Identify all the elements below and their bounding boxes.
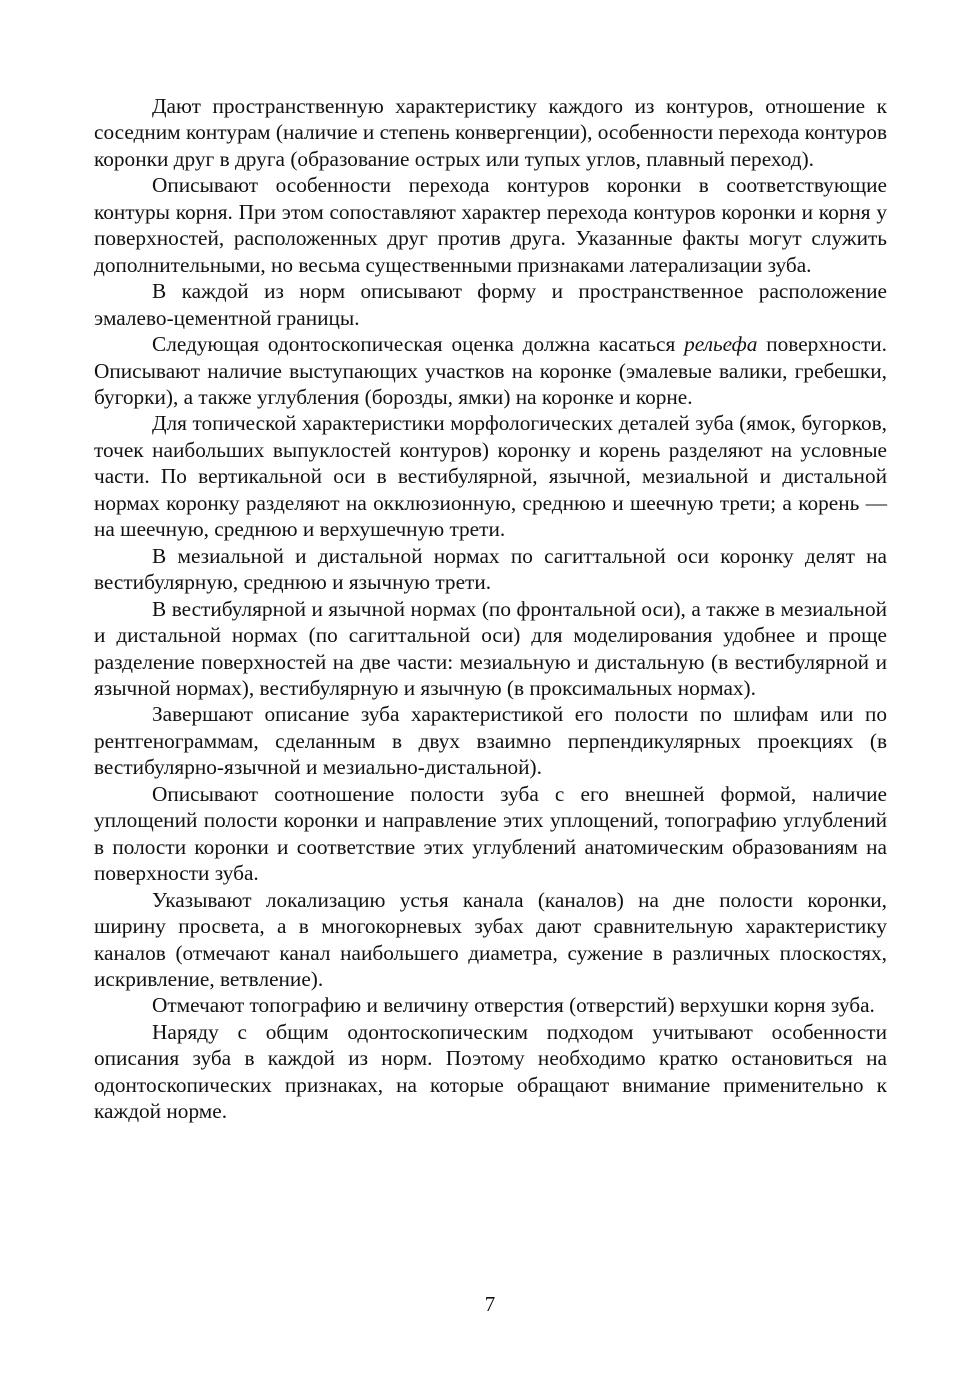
paragraph-9: Описывают соотношение полости зуба с его внешней формой, наличие уплощений полости коронки и направление этих уплощений, топографию углублений в полости коронки и соответствие этих углублений анатомическим образованиям на поверхности зуба. [94, 781, 887, 886]
paragraph-1: Дают пространственную характеристику каждого из контуров, отношение к соседним контурам (наличие и степень конвергенции), особенности перехода контуров коронки друг в друга (образование острых или тупых углов, плавный переход). [94, 94, 887, 171]
paragraph-8: Завершают описание зуба характеристикой его полости по шлифам или по рентгенограммам, сделанным в двух взаимно перпендикулярных проекциях (в вестибулярно-язычной и мезиально-дистальной). [94, 702, 887, 780]
paragraph-5: Для топической характеристики морфологических деталей зуба (ямок, бугорков, точек наибольших выпуклостей контуров) коронку и корень разделяют на условные части. По вертикальной оси в вестибулярной, язычной, мезиальной и дистальной нормах коронку разделяют на окклюзионную, среднюю и шеечную трети; а корень — на шеечную, среднюю и верхушечную трети. [94, 411, 887, 542]
page-number: 7 [484, 1292, 496, 1316]
paragraph-10: Указывают локализацию устья канала (каналов) на дне полости коронки, ширину просвета, а в многокорневых зубах дают сравнительную характеристику каналов (отмечают канал наибольшего диаметра, сужение в различных плоскостях, искривление, ветвление). [94, 887, 887, 991]
paragraph-6: В мезиальной и дистальной нормах по сагиттальной оси коронку делят на вестибулярную, среднюю и язычную трети. [94, 543, 887, 595]
paragraph-3: В каждой из норм описывают форму и пространственное расположение эмалево-цементной границы. [94, 279, 887, 330]
page-body [94, 93, 887, 1125]
paragraph-4 [94, 331, 887, 410]
paragraph-7: В вестибулярной и язычной нормах (по фронтальной оси), а также в мезиальной и дистальной нормах (по сагиттальной оси) для моделирования удобнее и проще разделение поверхностей на две части: мезиальную и дистальную (в вестибулярной и язычной нормах), вестибулярную и язычную (в проксимальных нормах). [94, 596, 887, 700]
paragraph-4-italic-term: рельефа [684, 332, 758, 357]
paragraph-11: Отмечают топографию и величину отверстия (отверстий) верхушки корня зуба. [152, 993, 875, 1018]
paragraph-4-text-before: Следующая одонтоскопическая оценка должна касаться [152, 332, 685, 357]
paragraph-12: Наряду с общим одонтоскопическим подходом учитывают особенности описания зуба в каждой из норм. Поэтому необходимо кратко остановиться на одонтоскопических признаках, на которые обращают внимание применительно к каждой норме. [94, 1019, 887, 1124]
paragraph-2: Описывают особенности перехода контуров коронки в соответствующие контуры корня. При этом сопоставляют характер перехода контуров коронки и корня у поверхностей, расположенных друг против друга. Указанные факты могут служить дополнительными, но весьма существенными признаками латерализации зуба. [94, 173, 887, 277]
paragraph-4-text-after: поверхности. Описывают наличие выступающих участков на коронке (эмалевые валики, гребешки, бугорки), а также углубления (борозды, ямки) на коронке и корне. [94, 332, 888, 409]
